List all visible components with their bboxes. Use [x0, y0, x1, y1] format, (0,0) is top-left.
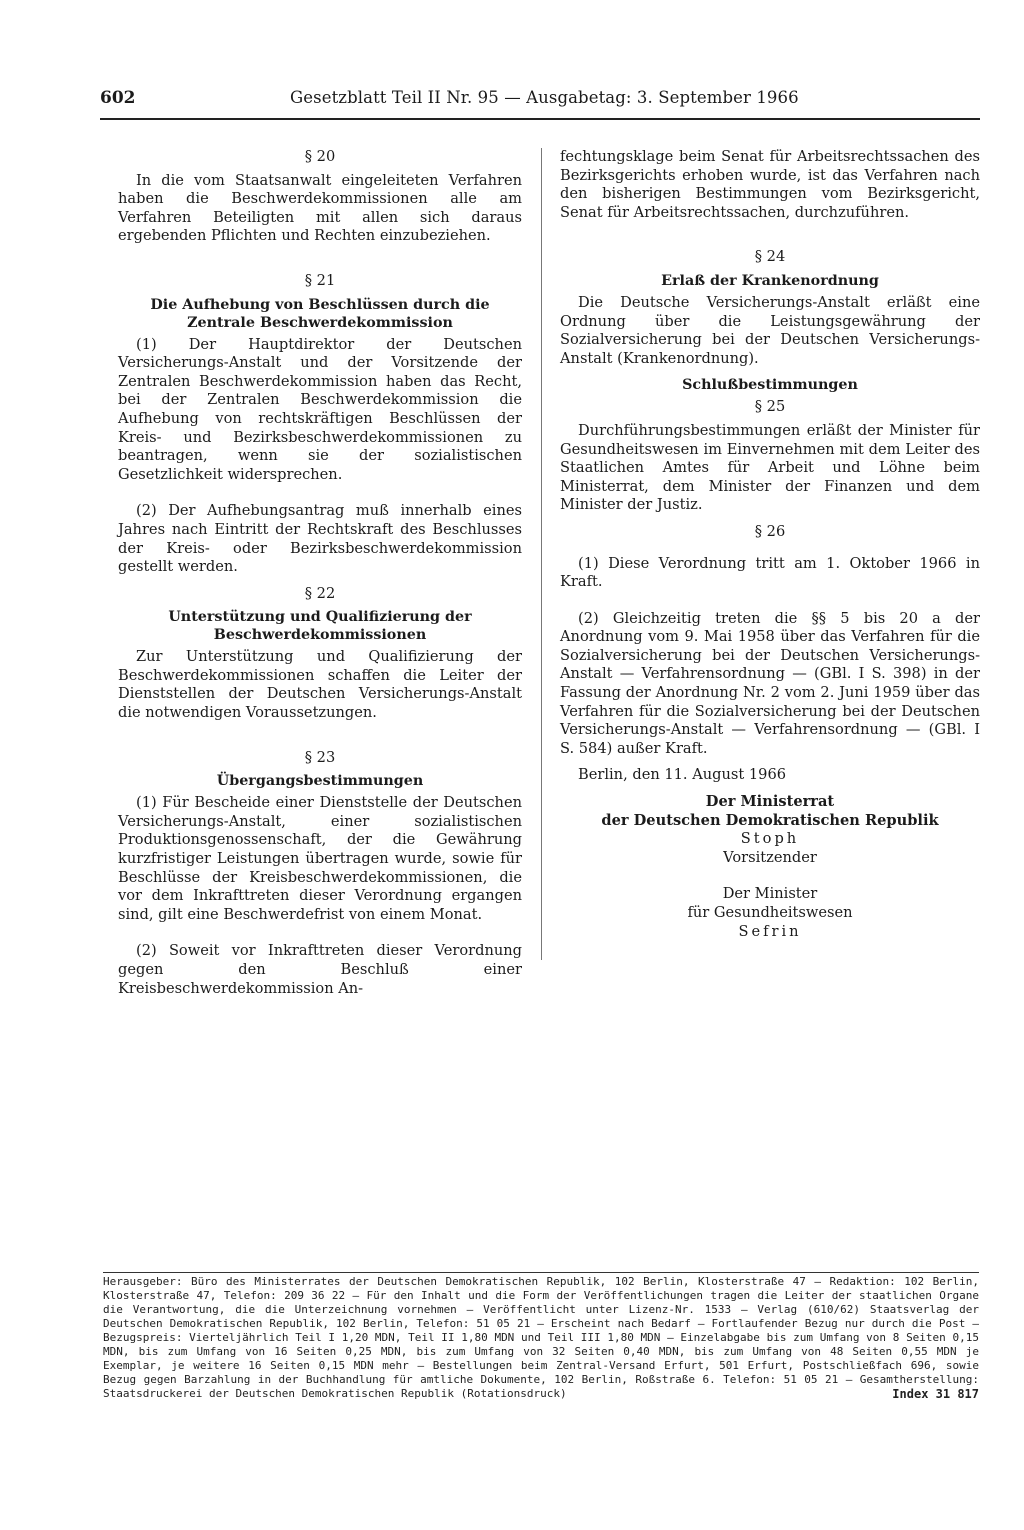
section-number-20: § 20 [304, 148, 336, 165]
paragraph-21-1: (1) Der Hauptdirektor der Deutschen Versicherungs-Anstalt und der Vorsitzende der Zentralen Beschwerdekommission haben das Recht, bei der Zentralen Beschwerdekommission die Aufhebung von rechtskräftigen Beschlüssen der Kreis- und Bezirksbeschwerdekommissionen zu beantragen, wenn sie der sozialistischen Gesetzlichkeit widersprechen. [118, 335, 522, 483]
column-divider [541, 148, 542, 960]
section-heading-24: Erlaß der Krankenordnung [661, 272, 879, 289]
right-column [560, 148, 980, 941]
section-number-22: § 22 [304, 584, 336, 602]
paragraph-24: Die Deutsche Versicherungs-Anstalt erläßt eine Ordnung über die Leistungsgewährung der Sozialversicherung bei der Deutschen Versicherungs-Anstalt (Krankenordnung). [560, 293, 980, 367]
final-provisions-heading: Schlußbestimmungen [682, 377, 858, 394]
section-number-26: § 26 [754, 522, 786, 540]
paragraph-26-1: (1) Diese Verordnung tritt am 1. Oktober 1966 in Kraft. [560, 554, 980, 591]
imprint-footer [103, 1272, 979, 1401]
paragraph-25: Durchführungsbestimmungen erläßt der Minister für Gesundheitswesen im Einvernehmen mit dem Leiter des Staatlichen Amtes für Arbeit und Löhne beim Ministerrat, dem Minister der Finanzen und dem Minister der Justiz. [560, 421, 980, 514]
signer-1-name: Stoph [740, 830, 800, 848]
page-header [100, 88, 980, 120]
running-title: Gesetzblatt Teil II Nr. 95 — Ausgabetag: 3. September 1966 [290, 88, 799, 107]
section-number-21: § 21 [304, 271, 336, 289]
date-line: Berlin, den 11. August 1966 [578, 766, 787, 784]
imprint-text: Herausgeber: Büro des Ministerrates der Deutschen Demokratischen Republik, 102 Berlin, Klosterstraße 47 — Redaktion: 102 Berlin, Klosterstraße 47, Telefon: 209 36 22 — Für den Inhalt und die Form der Veröffentlichungen tragen die Leiter der staatlichen Organe die Verantwortung, die die Unterzeichnung vornehmen — Veröffentlicht unter Lizenz-Nr. 1533 — Verlag (610/62) Staatsverlag der Deutschen Demokratischen Republik, 102 Berlin, Telefon: 51 05 21 — Erscheint nach Bedarf — Fortlaufender Bezug nur durch die Post — Bezugspreis: Vierteljährlich Teil I 1,20 MDN, Teil II 1,80 MDN und Teil III 1,80 MDN — Einzelabgabe bis zum Umfang von 8 Seiten 0,15 MDN, bis zum Umfang von 16 Seiten 0,25 MDN, bis zum Umfang von 32 Seiten 0,40 MDN, bis zum Umfang von 48 Seiten 0,55 MDN je Exemplar, je weitere 16 Seiten 0,15 MDN mehr — Bestellungen beim Zentral-Versand Erfurt, 501 Erfurt, Postschließfach 696, sowie Bezug gegen Barzahlung in der Buchhandlung für amtliche Dokumente, 102 Berlin, Roßstraße 6. Telefon: 51 05 21 — Gesamtherstellung: Staatsdruckerei der Deutschen Demokratischen Republik (Rotationsdruck) [103, 1275, 979, 1400]
paragraph-23-1: (1) Für Bescheide einer Dienststelle der Deutschen Versicherungs-Anstalt, einer sozialistischen Produktionsgenossenschaft, der die Gewährung kurzfristiger Leistungen übertragen wurde, sowie für Beschlüsse der Kreisbeschwerdekommissionen, die vor dem Inkrafttreten dieser Verordnung ergangen sind, gilt eine Beschwerdefrist von einem Monat. [118, 794, 522, 923]
signer-1-title: Vorsitzender [723, 848, 817, 866]
paragraph-23-2-continued: fechtungsklage beim Senat für Arbeitsrechtssachen des Bezirksgerichts erhoben wurde, ist das Verfahren nach den bisherigen Bestimmungen vom Bezirksgericht, Senat für Arbeitsrechtssachen, durchzuführen. [560, 148, 980, 221]
paragraph-20: In die vom Staatsanwalt eingeleiteten Verfahren haben die Beschwerdekommissionen alle am Verfahren Beteiligten mit allen sich daraus ergebenden Pflichten und Rechten einzubeziehen. [118, 171, 522, 245]
council-line-2: der Deutschen Demokratischen Republik [601, 811, 939, 829]
section-heading-22: Unterstützung und Qualifizierung der Beschwerdekommissionen [168, 609, 472, 644]
index-number: Index 31 817 [892, 1387, 979, 1401]
paragraph-26-2: (2) Gleichzeitig treten die §§ 5 bis 20 a der Anordnung vom 9. Mai 1958 über das Verfahren für die Sozialversicherung bei der Deutschen Versicherungs-Anstalt — Verfahrensordnung — (GBl. I S. 398) in der Fassung der Anordnung Nr. 2 vom 2. Juni 1959 über das Verfahren für die Sozialversicherung bei der Deutschen Versicherungs-Anstalt — Verfahrensordnung — (GBl. I S. 584) außer Kraft. [560, 609, 980, 757]
signer-2-name: Sefrin [738, 922, 802, 940]
section-heading-21: Die Aufhebung von Beschlüssen durch die Zentrale Beschwerdekommission [150, 296, 490, 331]
section-heading-23: Übergangsbestimmungen [216, 773, 424, 790]
section-number-25: § 25 [754, 398, 786, 416]
paragraph-23-2: (2) Soweit vor Inkrafttreten dieser Verordnung gegen den Beschluß einer Kreisbeschwerdekommission An- [118, 942, 522, 997]
section-number-24: § 24 [754, 248, 786, 266]
council-line-1: Der Ministerrat [705, 793, 835, 811]
minister-line-2: für Gesundheitswesen [687, 904, 853, 921]
section-number-23: § 23 [304, 748, 336, 766]
paragraph-22: Zur Unterstützung und Qualifizierung der Beschwerdekommissionen schaffen die Leiter der Dienststellen der Deutschen Versicherungs-Anstalt die notwendigen Voraussetzungen. [118, 648, 522, 722]
page-number: 602 [100, 88, 136, 108]
paragraph-21-2: (2) Der Aufhebungsantrag muß innerhalb eines Jahres nach Eintritt der Rechtskraft des Beschlusses der Kreis- oder Bezirksbeschwerdekommission gestellt werden. [118, 502, 522, 576]
minister-line-1: Der Minister [722, 885, 818, 903]
left-column [118, 148, 522, 998]
